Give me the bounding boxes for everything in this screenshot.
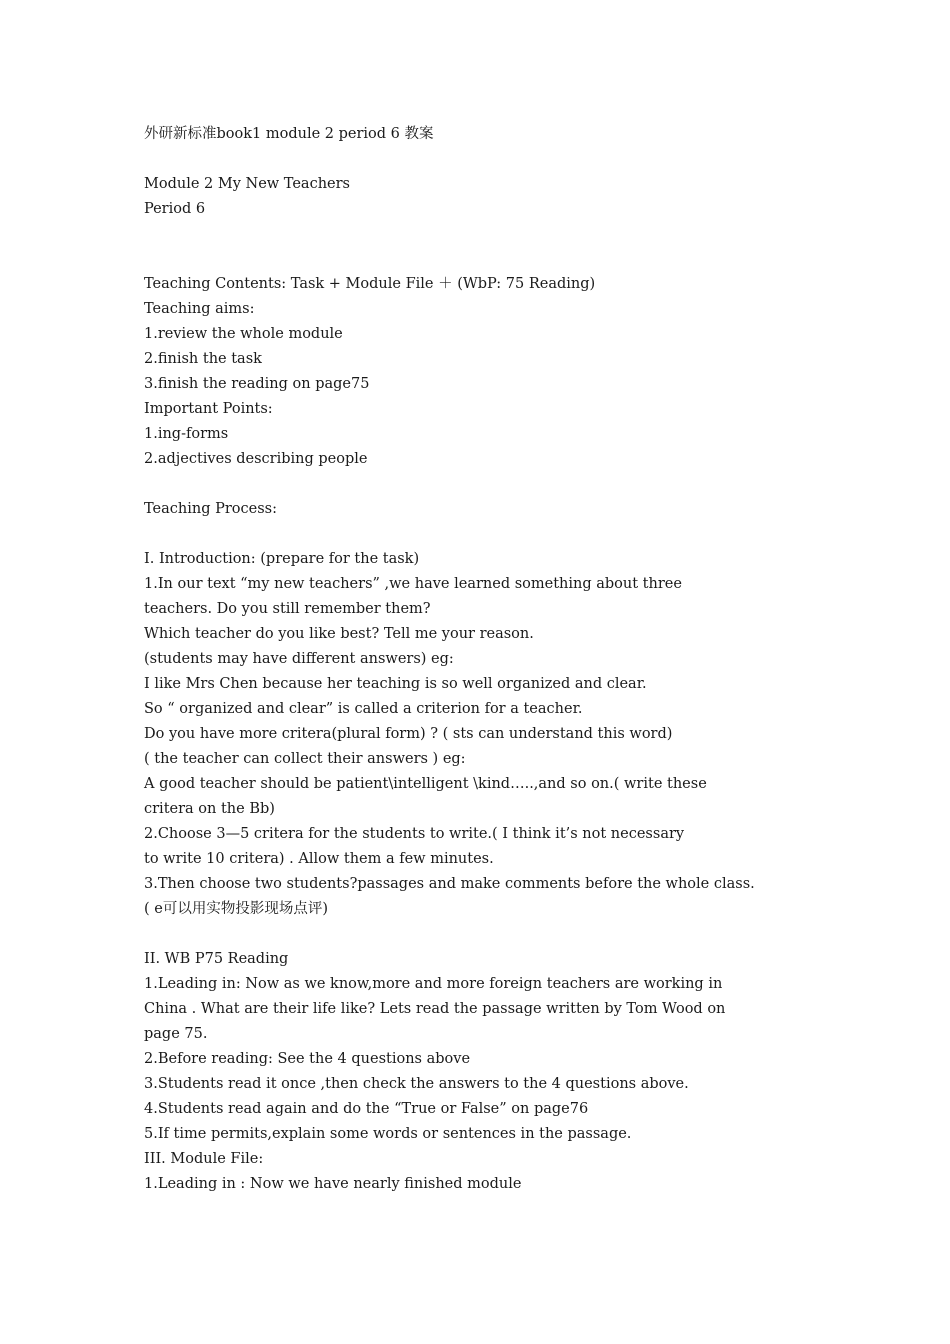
paragraph-line: teachers. Do you still remember them? bbox=[144, 601, 431, 617]
paragraph-line: 1.In our text “my new teachers” ,we have learned something about three bbox=[144, 576, 682, 592]
paragraph-line: ( the teacher can collect their answers ) eg: bbox=[144, 751, 466, 767]
paragraph-line: 3.Students read it once ,then check the answers to the 4 questions above. bbox=[144, 1076, 689, 1092]
paragraph-line: China . What are their life like? Lets read the passage written by Tom Wood on bbox=[144, 1001, 726, 1017]
aim-item: 3.finish the reading on page75 bbox=[144, 376, 370, 392]
process-heading: Teaching Process: bbox=[144, 501, 277, 517]
aim-item: 2.finish the task bbox=[144, 351, 262, 367]
paragraph-line: 4.Students read again and do the “True or False” on page76 bbox=[144, 1101, 589, 1117]
module-heading: Module 2 My New Teachers bbox=[144, 176, 350, 192]
paragraph-line: A good teacher should be patient\intelligent \kind…..,and so on.( write these bbox=[144, 776, 707, 792]
paragraph-line: 1.Leading in : Now we have nearly finished module bbox=[144, 1176, 522, 1192]
paragraph-line: page 75. bbox=[144, 1026, 208, 1042]
point-item: 2.adjectives describing people bbox=[144, 451, 368, 467]
aim-item: 1.review the whole module bbox=[144, 326, 343, 342]
point-item: 1.ing-forms bbox=[144, 426, 229, 442]
paragraph-line: Which teacher do you like best? Tell me your reason. bbox=[144, 626, 534, 642]
spacer bbox=[144, 922, 824, 947]
paragraph-line: 2.Choose 3—5 critera for the students to write.( I think it’s not necessary bbox=[144, 826, 685, 842]
paragraph-line: 3.Then choose two students?passages and make comments before the whole class. bbox=[144, 876, 755, 892]
spacer bbox=[144, 147, 824, 172]
spacer bbox=[144, 247, 824, 272]
paragraph-line: 1.Leading in: Now as we know,more and more foreign teachers are working in bbox=[144, 976, 723, 992]
spacer bbox=[144, 472, 824, 497]
paragraph-line: to write 10 critera) . Allow them a few minutes. bbox=[144, 851, 494, 867]
teaching-contents: Teaching Contents: Task + Module File ＋ (WbP: 75 Reading) bbox=[144, 276, 596, 292]
paragraph-line: I like Mrs Chen because her teaching is so well organized and clear. bbox=[144, 676, 647, 692]
section-heading: I. Introduction: (prepare for the task) bbox=[144, 551, 420, 567]
section-heading: II. WB P75 Reading bbox=[144, 951, 289, 967]
paragraph-line: So “ organized and clear” is called a criterion for a teacher. bbox=[144, 701, 583, 717]
paragraph-line: ( e可以用实物投影现场点评) bbox=[144, 901, 329, 917]
paragraph-line: critera on the Bb) bbox=[144, 801, 275, 817]
document-title: 外研新标准book1 module 2 period 6 教案 bbox=[144, 126, 434, 142]
paragraph-line: (students may have different answers) eg: bbox=[144, 651, 454, 667]
period-heading: Period 6 bbox=[144, 201, 206, 217]
paragraph-line: 2.Before reading: See the 4 questions above bbox=[144, 1051, 471, 1067]
aims-heading: Teaching aims: bbox=[144, 301, 255, 317]
spacer bbox=[144, 222, 824, 247]
document-page bbox=[144, 122, 824, 1197]
paragraph-line: 5.If time permits,explain some words or sentences in the passage. bbox=[144, 1126, 632, 1142]
paragraph-line: Do you have more critera(plural form) ? ( sts can understand this word) bbox=[144, 726, 673, 742]
points-heading: Important Points: bbox=[144, 401, 273, 417]
section-heading: III. Module File: bbox=[144, 1151, 264, 1167]
spacer bbox=[144, 522, 824, 547]
